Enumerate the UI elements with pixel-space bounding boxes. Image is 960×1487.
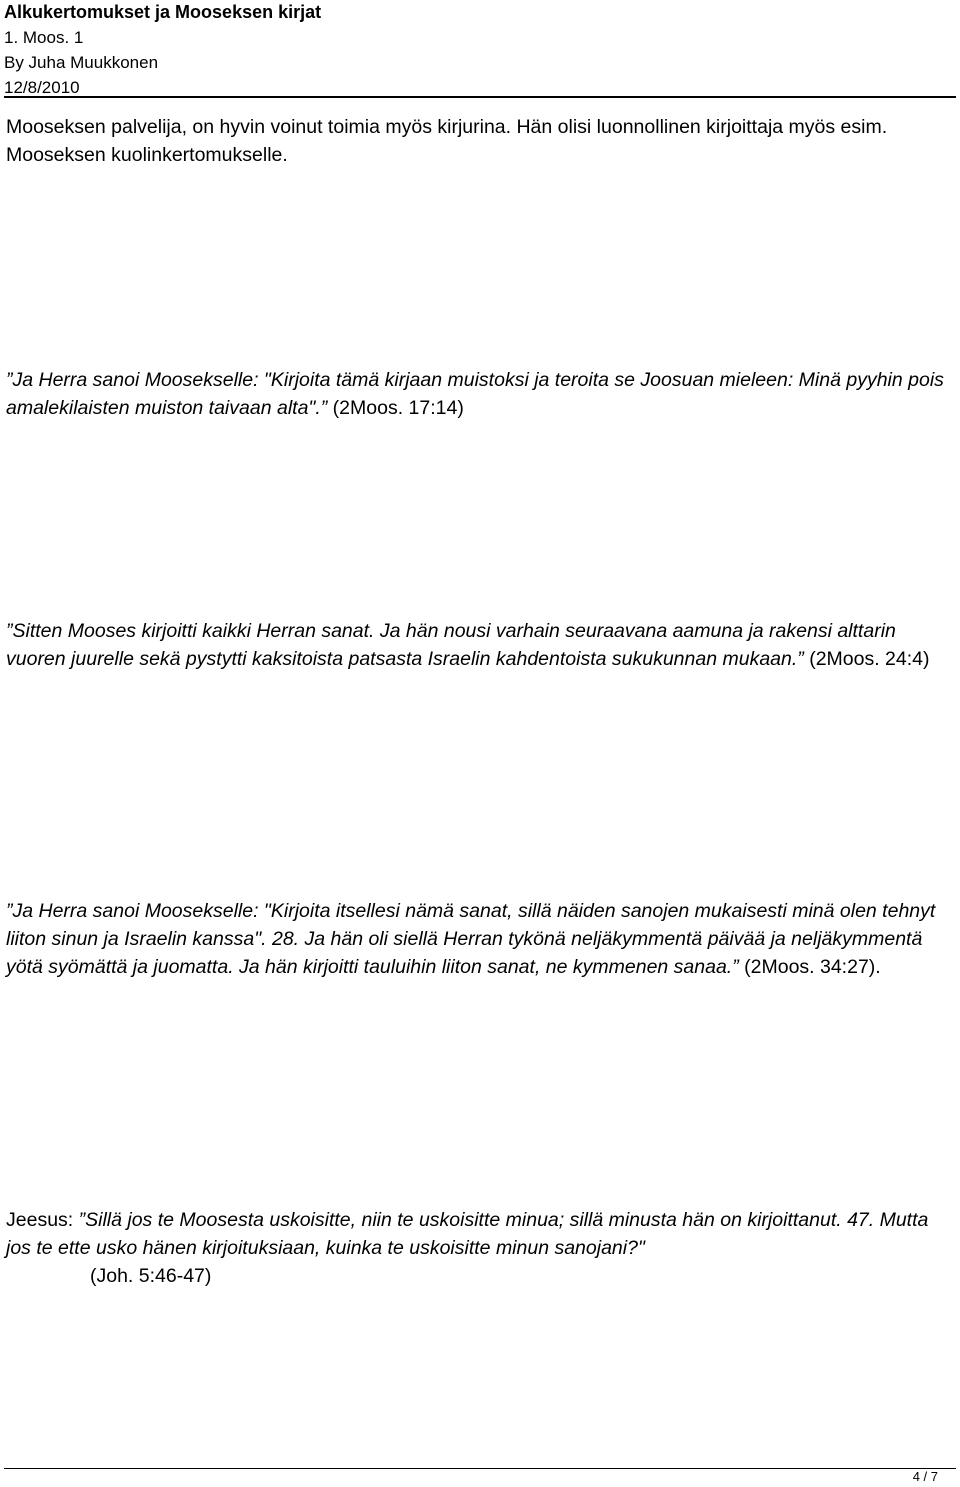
date-line: 12/8/2010 [4,78,80,97]
paragraph-4-reference: (2Moos. 34:27). [738,956,881,978]
document-title: Alkukertomukset ja Mooseksen kirjat [4,2,322,22]
paragraph-2-quote: ”Ja Herra sanoi Moosekselle: "Kirjoita tämä kirjaan muistoksi ja teroita se Joosuan mieleen: Minä pyyhin pois amalekilaisten muiston taivaan alta".” [6,369,944,419]
header-divider [4,96,956,98]
section-label: 1. Moos. 1 [4,28,84,47]
paragraph-1 [6,113,954,169]
page-number: 4 / 7 [912,1469,938,1484]
document-header [4,0,956,100]
paragraph-5-prefix: Jeesus: [6,1209,79,1231]
paragraph-5-quote: ”Sillä jos te Moosesta uskoisitte, niin te uskoisitte minua; sillä minusta hän on kirjoittanut. 47. Mutta jos te ette usko hänen kirjoituksiaan, kuinka te uskoisitte minun sanojani?" [6,1209,929,1259]
paragraph-3-reference: (2Moos. 24:4) [803,648,930,670]
paragraph-5 [6,1206,954,1290]
paragraph-5-reference: (Joh. 5:46-47) [90,1265,212,1287]
footer-divider [4,1468,956,1469]
paragraph-3-quote: ”Sitten Mooses kirjoitti kaikki Herran sanat. Ja hän nousi varhain seuraavana aamuna ja rakensi alttarin vuoren juurelle sekä pystytti kaksitoista patsasta Israelin kahdentoista sukukunnan mukaan.” [6,620,896,670]
author-line: By Juha Muukkonen [4,53,159,72]
paragraph-2 [6,366,954,422]
paragraph-3 [6,617,954,673]
paragraph-4-quote: ”Ja Herra sanoi Moosekselle: "Kirjoita itsellesi nämä sanat, sillä näiden sanojen mukaisesti minä olen tehnyt liiton sinun ja Israelin kanssa". 28. Ja hän oli siellä Herran tykönä neljäkymmentä päivää ja neljäkymmentä yötä syömättä ja juomatta. Ja hän kirjoitti tauluihin liiton sanat, ne kymmenen sanaa.” [6,900,936,978]
paragraph-2-reference: (2Moos. 17:14) [327,397,464,419]
paragraph-5-reference-line [6,1262,954,1290]
paragraph-4 [6,897,954,981]
paragraph-1-text: Mooseksen palvelija, on hyvin voinut toimia myös kirjurina. Hän olisi luonnollinen kirjoittaja myös esim. Mooseksen kuolinkertomukselle. [6,116,888,166]
